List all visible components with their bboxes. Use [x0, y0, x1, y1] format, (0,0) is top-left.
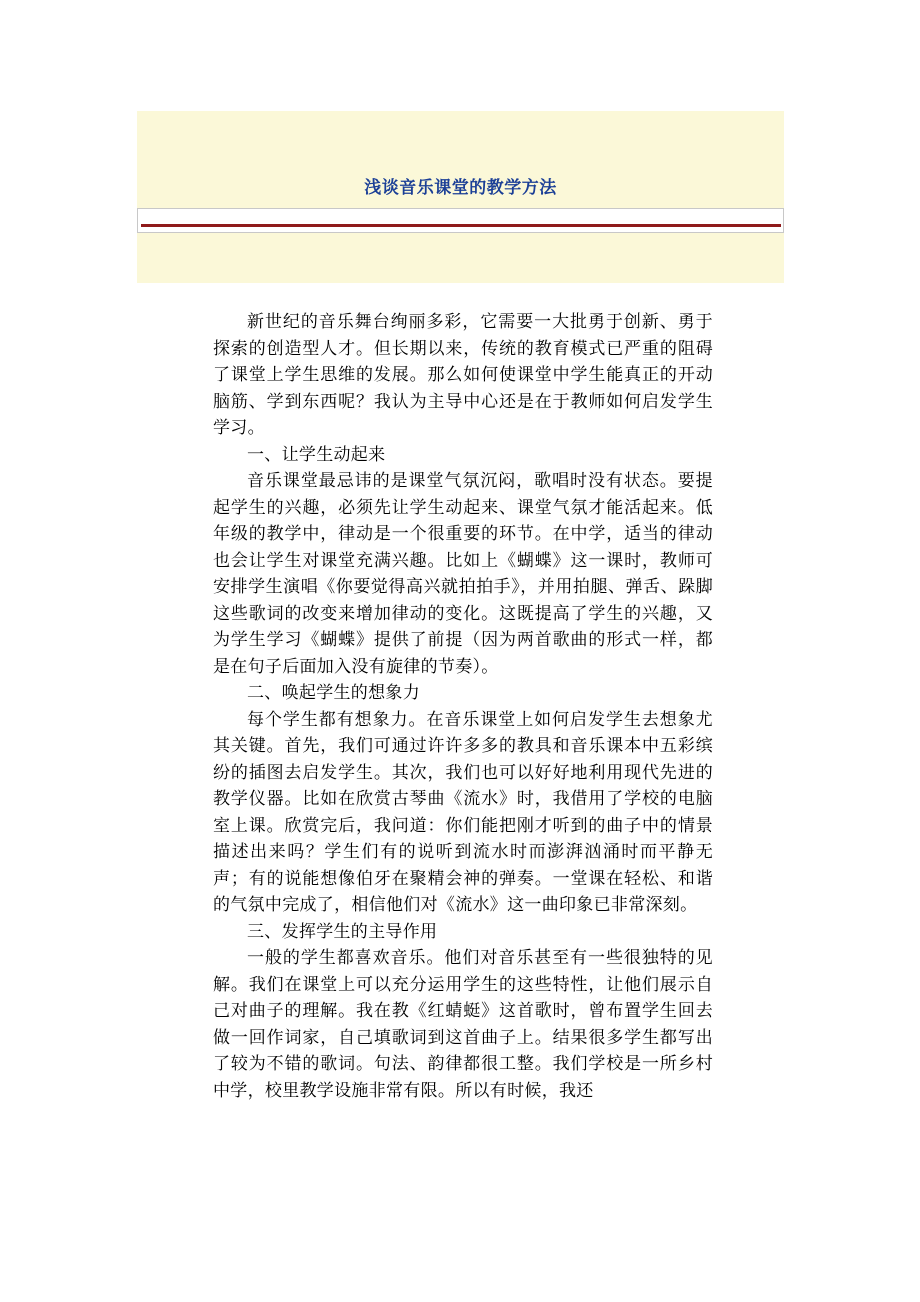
header-banner	[137, 111, 784, 283]
section-paragraph-2: 每个学生都有想象力。在音乐课堂上如何启发学生去想象尤其关键。首先，我们可通过许许多多的教具和音乐课本中五彩缤纷的插图去启发学生。其次，我们也可以好好地利用现代先进的教学仪器。比如在欣赏古琴曲《流水》时，我借用了学校的电脑室上课。欣赏完后，我问道：你们能把刚才听到的曲子中的情景描述出来吗？学生们有的说听到流水时而澎湃汹涌时而平静无声；有的说能想像伯牙在聚精会神的弹奏。一堂课在轻松、和谐的气氛中完成了，相信他们对《流水》这一曲印象已非常深刻。	[213, 709, 713, 915]
intro-paragraph: 新世纪的音乐舞台绚丽多彩，它需要一大批勇于创新、勇于探索的创造型人才。但长期以来，传统的教育模式已严重的阻碍了课堂上学生思维的发展。那么如何使课堂中学生能真正的开动脑筋、学到东西呢？我认为主导中心还是在于教师如何启发学生学习。	[213, 312, 713, 438]
section-paragraph-1: 音乐课堂最忌讳的是课堂气氛沉闷，歌唱时没有状态。要提起学生的兴趣，必须先让学生动起来、课堂气氛才能活起来。低年级的教学中，律动是一个很重要的环节。在中学，适当的律动也会让学生对课堂充满兴趣。比如上《蝴蝶》这一课时，教师可安排学生演唱《你要觉得高兴就拍拍手》，并用拍腿、弹舌、跺脚这些歌词的改变来增加律动的变化。这既提高了学生的兴趣，又为学生学习《蝴蝶》提供了前提（因为两首歌曲的形式一样，都是在句子后面加入没有旋律的节奏）。	[213, 471, 713, 677]
page-title: 浅谈音乐课堂的教学方法	[364, 178, 557, 198]
section-heading-2: 二、唤起学生的想象力	[247, 683, 420, 703]
section-heading-1: 一、让学生动起来	[247, 444, 386, 465]
title-divider	[137, 208, 784, 233]
section-paragraph-3: 一般的学生都喜欢音乐。他们对音乐甚至有一些很独特的见解。我们在课堂上可以充分运用学生的这些特性，让他们展示自己对曲子的理解。我在教《红蜻蜓》这首歌时，曾布置学生回去做一回作词家，自己填歌词到这首曲子上。结果很多学生都写出了较为不错的歌词。句法、韵律都很工整。我们学校是一所乡村中学，校里教学设施非常有限。所以有时候，我还	[213, 948, 713, 1101]
section-heading-3: 三、发挥学生的主导作用	[247, 921, 438, 942]
article-body	[213, 309, 713, 1104]
divider-line	[141, 224, 781, 227]
